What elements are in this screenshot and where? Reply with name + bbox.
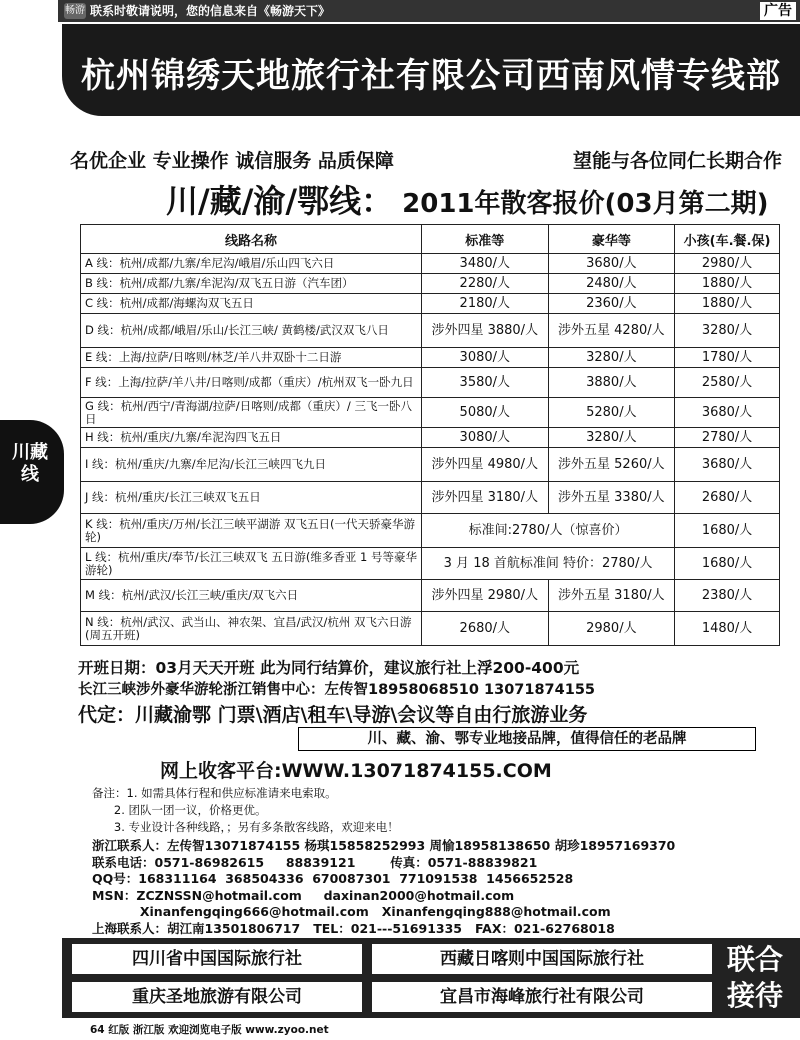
side-tab-label: 川藏线 bbox=[12, 442, 48, 485]
partner-sichuan: 四川省中国国际旅行社 bbox=[72, 944, 362, 974]
lux-price: 3680/人 bbox=[548, 254, 675, 274]
std-price: 3080/人 bbox=[422, 428, 549, 448]
std-price: 2180/人 bbox=[422, 294, 549, 314]
contacts-block bbox=[92, 838, 675, 938]
child-price: 1680/人 bbox=[675, 548, 780, 580]
joint-reception-label: 联合接待 bbox=[726, 943, 783, 1012]
col-route: 线路名称 bbox=[81, 225, 422, 254]
table-row bbox=[81, 254, 780, 274]
lux-price: 3280/人 bbox=[548, 348, 675, 368]
contact-line: QQ号：168311164 368504336 670087301 771091538 1456652528 bbox=[92, 871, 574, 887]
lux-price: 涉外五星 5260/人 bbox=[548, 448, 675, 482]
child-price: 3280/人 bbox=[675, 314, 780, 348]
child-price: 3680/人 bbox=[675, 398, 780, 428]
slogan-left: 名优企业 专业操作 诚信服务 品质保障 bbox=[70, 150, 394, 172]
table-row bbox=[81, 348, 780, 368]
col-child: 小孩(车.餐.保) bbox=[675, 225, 780, 254]
lux-price: 2360/人 bbox=[548, 294, 675, 314]
route-cell: N 线：杭州/武汉、武当山、神农架、宜昌/武汉/杭州 双飞六日游 (周五开班) bbox=[81, 612, 422, 646]
table-row bbox=[81, 482, 780, 514]
table-row bbox=[81, 580, 780, 612]
col-luxury: 豪华等 bbox=[548, 225, 675, 254]
table-row bbox=[81, 398, 780, 428]
std-price: 涉外四星 2980/人 bbox=[422, 580, 549, 612]
std-price: 3480/人 bbox=[422, 254, 549, 274]
price-headline bbox=[166, 176, 768, 222]
contact-line: 浙江联系人：左传智13071874155 杨琪15858252993 周愉18958138650 胡珍18957169370 bbox=[92, 838, 676, 853]
std-price: 涉外四星 3180/人 bbox=[422, 482, 549, 514]
title-banner bbox=[62, 24, 800, 116]
std-price: 2680/人 bbox=[422, 612, 549, 646]
merged-price: 标准间:2780/人（惊喜价） bbox=[422, 514, 675, 548]
start-date-line: 开班日期：03月天天开班 此为同行结算价，建议旅行社上浮200-400元 bbox=[78, 659, 580, 677]
contact-line: Xinanfengqing666@hotmail.com Xinanfengqing888@hotmail.com bbox=[92, 904, 611, 920]
route-cell: D 线：杭州/成都/峨眉/乐山/长江三峡/ 黄鹤楼/武汉双飞八日 bbox=[81, 314, 422, 348]
child-price: 2380/人 bbox=[675, 580, 780, 612]
slogan bbox=[70, 146, 790, 173]
table-row bbox=[81, 448, 780, 482]
table-row bbox=[81, 612, 780, 646]
magazine-logo: 畅游 bbox=[64, 3, 86, 19]
contact-line: 上海联系人：胡江南13501806717 TEL：021---51691335 FAX：021-62768018 bbox=[92, 920, 615, 936]
brand-box: 川、藏、渝、鄂专业地接品牌，值得信任的老品牌 bbox=[298, 727, 756, 751]
ad-tag: 广告 bbox=[760, 2, 796, 20]
note-line: 3. 专业设计各种线路，；另有多条散客线路，欢迎来电！ bbox=[92, 820, 399, 834]
agent-services-line: 代定：川藏渝鄂 门票\酒店\租车\导游\会议等自由行旅游业务 bbox=[78, 704, 588, 726]
headline-lines: 川/藏/渝/鄂线： bbox=[166, 182, 394, 220]
child-price: 1480/人 bbox=[675, 612, 780, 646]
table-row bbox=[81, 514, 780, 548]
online-platform: 网上收客平台:WWW.13071874155.COM bbox=[160, 760, 552, 782]
child-price: 1880/人 bbox=[675, 274, 780, 294]
table-row bbox=[81, 294, 780, 314]
route-cell: A 线：杭州/成都/九寨/牟尼沟/峨眉/乐山四飞六日 bbox=[81, 254, 422, 274]
std-price: 3580/人 bbox=[422, 368, 549, 398]
child-price: 1880/人 bbox=[675, 294, 780, 314]
child-price: 3680/人 bbox=[675, 448, 780, 482]
child-price: 2980/人 bbox=[675, 254, 780, 274]
lux-price: 涉外五星 3180/人 bbox=[548, 580, 675, 612]
contact-line: MSN：ZCZNSSN@hotmail.com daxinan2000@hotmail.com bbox=[92, 887, 515, 903]
table-row bbox=[81, 274, 780, 294]
note-line: 备注：1. 如需具体行程和供应标准请来电索取。 bbox=[92, 786, 337, 800]
table-row bbox=[81, 428, 780, 448]
headline-period: 2011年散客报价(03月第二期) bbox=[402, 189, 769, 219]
merged-price: 3 月 18 首航标准间 特价：2780/人 bbox=[422, 548, 675, 580]
route-cell: L 线：杭州/重庆/奉节/长江三峡双飞 五日游(维多香亚 1 号等豪华游轮) bbox=[81, 548, 422, 580]
slogan-right: 望能与各位同仁长期合作 bbox=[572, 150, 782, 172]
route-cell: C 线：杭州/成都/海螺沟双飞五日 bbox=[81, 294, 422, 314]
child-price: 2780/人 bbox=[675, 428, 780, 448]
child-price: 1780/人 bbox=[675, 348, 780, 368]
lux-price: 涉外五星 3380/人 bbox=[548, 482, 675, 514]
lux-price: 3880/人 bbox=[548, 368, 675, 398]
partner-chongqing: 重庆圣地旅游有限公司 bbox=[72, 982, 362, 1012]
partner-yichang: 宜昌市海峰旅行社有限公司 bbox=[372, 982, 712, 1012]
note-line: 2. 团队一团一议，价格更优。 bbox=[92, 803, 267, 817]
route-cell: B 线：杭州/成都/九寨/牟泥沟/双飞五日游（汽车团） bbox=[81, 274, 422, 294]
table-row bbox=[81, 548, 780, 580]
route-cell: G 线：杭州/西宁/青海湖/拉萨/日喀则/成都（重庆）/ 三飞一卧八日 bbox=[81, 398, 422, 428]
side-tab bbox=[0, 420, 64, 524]
table-row bbox=[81, 314, 780, 348]
table-row bbox=[81, 368, 780, 398]
std-price: 涉外四星 3880/人 bbox=[422, 314, 549, 348]
child-price: 1680/人 bbox=[675, 514, 780, 548]
source-notice: 联系时敬请说明，您的信息来自《畅游天下》 bbox=[90, 4, 331, 18]
route-cell: E 线：上海/拉萨/日喀则/林芝/羊八井双卧十二日游 bbox=[81, 348, 422, 368]
route-cell: F 线：上海/拉萨/羊八井/日喀则/成都（重庆）/杭州双飞一卧九日 bbox=[81, 368, 422, 398]
lux-price: 2480/人 bbox=[548, 274, 675, 294]
partner-panel bbox=[62, 938, 800, 1018]
std-price: 3080/人 bbox=[422, 348, 549, 368]
cruise-sales-line: 长江三峡涉外豪华游轮浙江销售中心：左传智18958068510 13071874155 bbox=[78, 682, 596, 698]
child-price: 2680/人 bbox=[675, 482, 780, 514]
lux-price: 2980/人 bbox=[548, 612, 675, 646]
lux-price: 5280/人 bbox=[548, 398, 675, 428]
page-footer: 64 红版 浙江版 欢迎浏览电子版 www.zyoo.net bbox=[90, 1024, 329, 1036]
route-cell: I 线：杭州/重庆/九寨/牟尼沟/长江三峡四飞九日 bbox=[81, 448, 422, 482]
route-cell: K 线：杭州/重庆/万州/长江三峡平湖游 双飞五日(一代天骄豪华游轮) bbox=[81, 514, 422, 548]
std-price: 涉外四星 4980/人 bbox=[422, 448, 549, 482]
lux-price: 3280/人 bbox=[548, 428, 675, 448]
company-title: 杭州锦绣天地旅行社有限公司西南风情专线部 bbox=[81, 56, 781, 96]
route-cell: H 线：杭州/重庆/九寨/牟泥沟四飞五日 bbox=[81, 428, 422, 448]
notes-block bbox=[92, 785, 399, 836]
col-standard: 标准等 bbox=[422, 225, 549, 254]
route-cell: J 线：杭州/重庆/长江三峡双飞五日 bbox=[81, 482, 422, 514]
partner-tibet: 西藏日喀则中国国际旅行社 bbox=[372, 944, 712, 974]
route-cell: M 线：杭州/武汉/长江三峡/重庆/双飞六日 bbox=[81, 580, 422, 612]
lux-price: 涉外五星 4280/人 bbox=[548, 314, 675, 348]
contact-line: 联系电话：0571-86982615 88839121 传真：0571-88839821 bbox=[92, 854, 538, 870]
std-price: 2280/人 bbox=[422, 274, 549, 294]
table-header-row bbox=[81, 225, 780, 254]
top-bar bbox=[58, 0, 800, 22]
child-price: 2580/人 bbox=[675, 368, 780, 398]
price-table bbox=[80, 224, 780, 646]
std-price: 5080/人 bbox=[422, 398, 549, 428]
